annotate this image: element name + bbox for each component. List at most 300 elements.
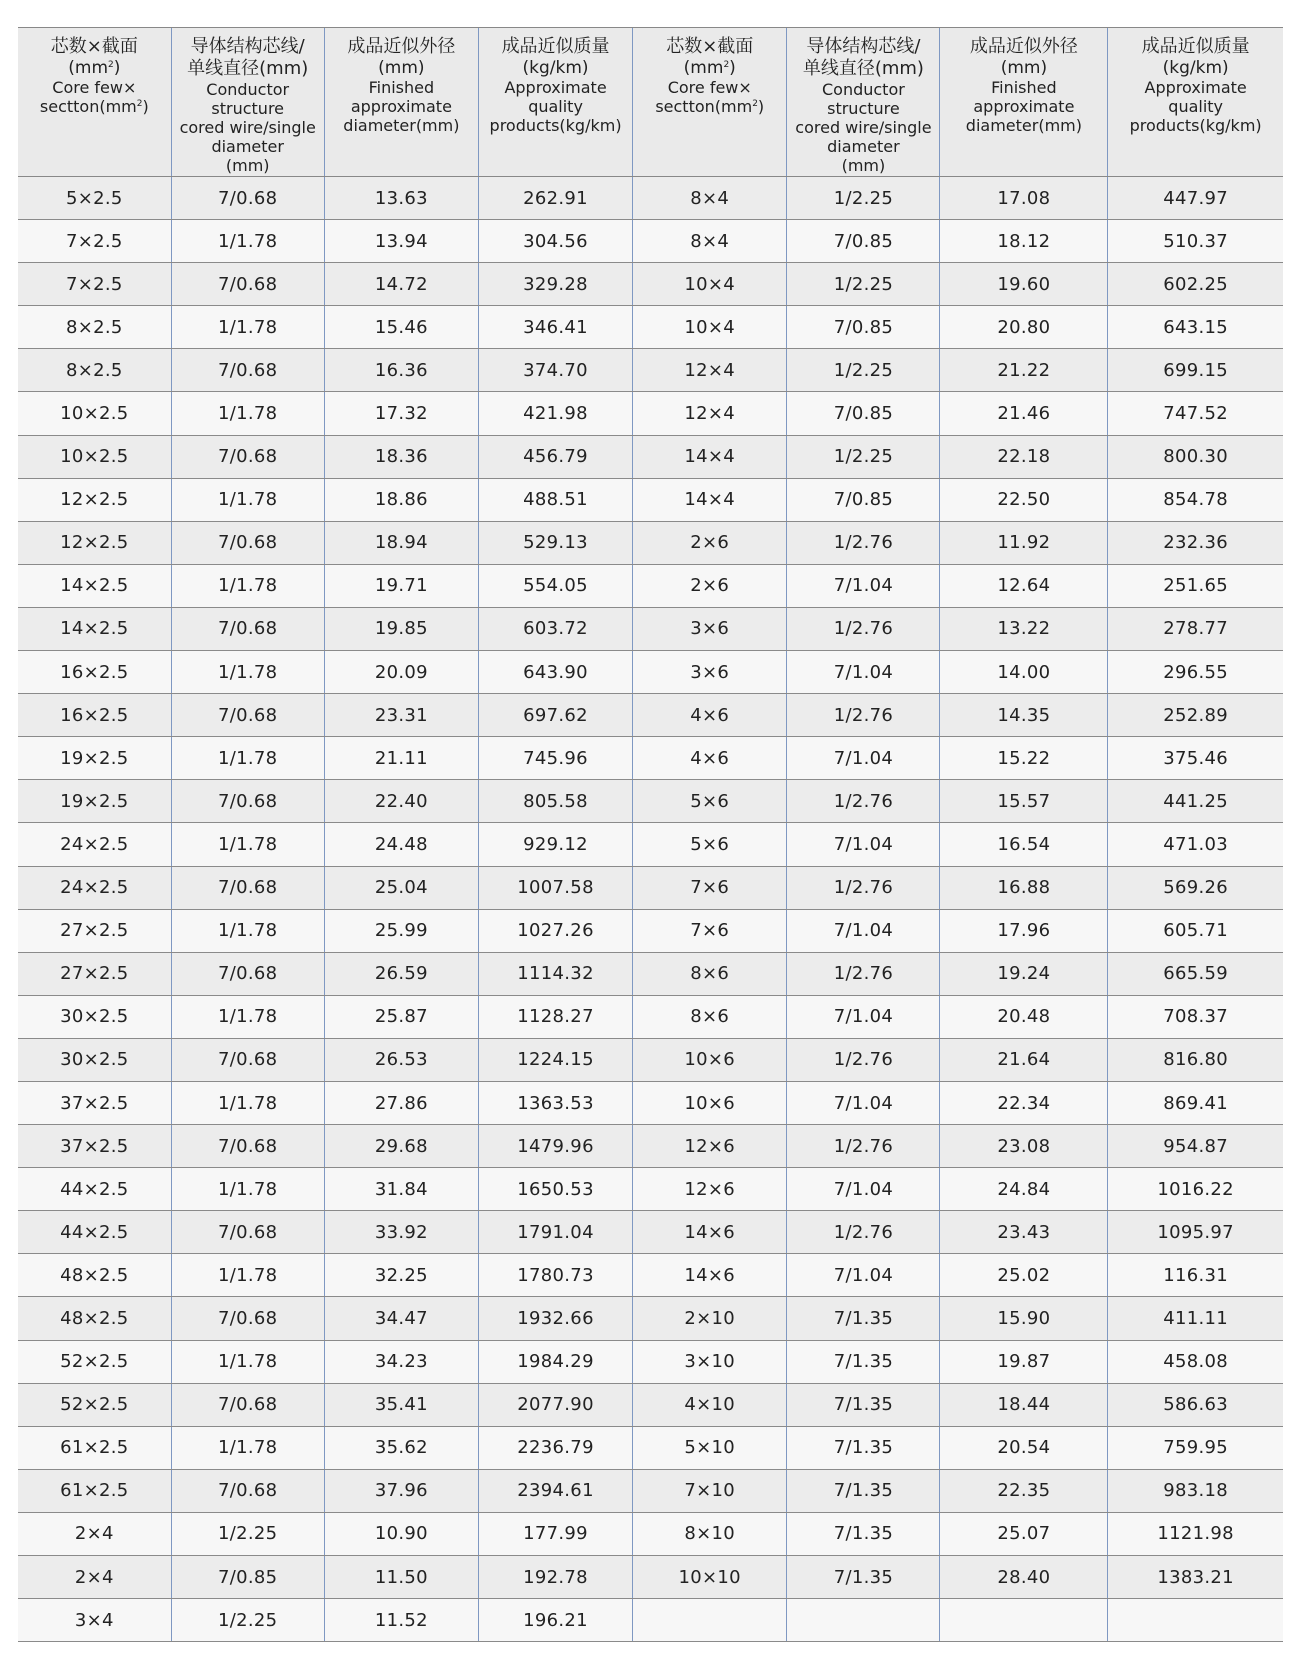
table-cell: 7/1.04 bbox=[787, 909, 940, 952]
table-cell: 1/2.25 bbox=[787, 435, 940, 478]
table-cell: 697.62 bbox=[478, 694, 632, 737]
table-cell: 458.08 bbox=[1108, 1340, 1283, 1383]
table-body bbox=[18, 177, 1283, 1642]
header-en-text: Finished approximate diameter(mm) bbox=[343, 78, 460, 135]
table-cell: 7/0.85 bbox=[787, 392, 940, 435]
table-cell: 8×2.5 bbox=[18, 306, 171, 349]
table-cell: 7/1.04 bbox=[787, 737, 940, 780]
column-header-6 bbox=[787, 28, 940, 177]
table-cell: 25.04 bbox=[324, 866, 478, 909]
table-cell: 869.41 bbox=[1108, 1081, 1283, 1124]
table-cell: 37×2.5 bbox=[18, 1125, 171, 1168]
table-cell: 22.34 bbox=[940, 1081, 1108, 1124]
table-row bbox=[18, 737, 1283, 780]
header-unit-text: (kg/km) bbox=[1162, 58, 1229, 78]
table-cell: 25.99 bbox=[324, 909, 478, 952]
table-cell: 441.25 bbox=[1108, 780, 1283, 823]
table-cell: 7/1.04 bbox=[787, 995, 940, 1038]
table-cell: 471.03 bbox=[1108, 823, 1283, 866]
table-cell: 12×4 bbox=[633, 392, 787, 435]
table-cell: 1/1.78 bbox=[171, 1081, 324, 1124]
table-row bbox=[18, 1599, 1283, 1642]
table-cell: 7/1.35 bbox=[787, 1556, 940, 1599]
table-row bbox=[18, 1383, 1283, 1426]
table-cell: 1/1.78 bbox=[171, 220, 324, 263]
table-cell: 14×6 bbox=[633, 1254, 787, 1297]
table-cell: 759.95 bbox=[1108, 1426, 1283, 1469]
table-cell: 529.13 bbox=[478, 521, 632, 564]
table-cell: 15.46 bbox=[324, 306, 478, 349]
header-row bbox=[18, 28, 1283, 177]
table-cell: 24×2.5 bbox=[18, 866, 171, 909]
table-cell: 5×2.5 bbox=[18, 177, 171, 220]
table-cell: 1/1.78 bbox=[171, 737, 324, 780]
table-cell: 8×4 bbox=[633, 220, 787, 263]
table-cell: 14.72 bbox=[324, 263, 478, 306]
table-cell: 929.12 bbox=[478, 823, 632, 866]
table-cell: 7/0.68 bbox=[171, 1125, 324, 1168]
table-cell: 488.51 bbox=[478, 478, 632, 521]
table-cell: 1027.26 bbox=[478, 909, 632, 952]
table-cell: 1984.29 bbox=[478, 1340, 632, 1383]
table-cell: 20.80 bbox=[940, 306, 1108, 349]
table-cell: 1/1.78 bbox=[171, 1426, 324, 1469]
table-cell: 554.05 bbox=[478, 564, 632, 607]
table-cell: 7/0.85 bbox=[171, 1556, 324, 1599]
table-row bbox=[18, 1125, 1283, 1168]
table-cell: 18.44 bbox=[940, 1383, 1108, 1426]
table-cell: 1/2.76 bbox=[787, 1125, 940, 1168]
table-cell: 7/1.35 bbox=[787, 1297, 940, 1340]
table-cell: 665.59 bbox=[1108, 952, 1283, 995]
table-cell: 954.87 bbox=[1108, 1125, 1283, 1168]
table-cell: 1383.21 bbox=[1108, 1556, 1283, 1599]
table-cell: 14.35 bbox=[940, 694, 1108, 737]
table-cell: 26.59 bbox=[324, 952, 478, 995]
table-cell: 1/2.25 bbox=[787, 177, 940, 220]
table-cell: 12×2.5 bbox=[18, 521, 171, 564]
table-cell: 2×6 bbox=[633, 564, 787, 607]
table-cell: 1479.96 bbox=[478, 1125, 632, 1168]
column-header-5 bbox=[633, 28, 787, 177]
table-cell: 7/0.68 bbox=[171, 521, 324, 564]
table-cell: 8×10 bbox=[633, 1512, 787, 1555]
table-cell bbox=[633, 1599, 787, 1642]
table-row bbox=[18, 1211, 1283, 1254]
cable-spec-sheet bbox=[18, 27, 1283, 1642]
table-cell: 1/2.76 bbox=[787, 952, 940, 995]
table-cell: 7×2.5 bbox=[18, 220, 171, 263]
table-cell: 10×6 bbox=[633, 1038, 787, 1081]
table-cell: 15.22 bbox=[940, 737, 1108, 780]
table-cell: 23.08 bbox=[940, 1125, 1108, 1168]
table-row bbox=[18, 564, 1283, 607]
table-cell: 35.62 bbox=[324, 1426, 478, 1469]
table-cell: 7/0.68 bbox=[171, 177, 324, 220]
table-cell: 14.00 bbox=[940, 651, 1108, 694]
table-cell: 805.58 bbox=[478, 780, 632, 823]
table-row bbox=[18, 306, 1283, 349]
table-cell: 1/2.25 bbox=[787, 349, 940, 392]
table-cell: 24.84 bbox=[940, 1168, 1108, 1211]
table-cell: 18.86 bbox=[324, 478, 478, 521]
table-cell: 854.78 bbox=[1108, 478, 1283, 521]
header-unit-text: (mm) bbox=[1000, 58, 1048, 78]
table-cell: 16.54 bbox=[940, 823, 1108, 866]
header-en-text: Finished approximate diameter(mm) bbox=[965, 78, 1082, 135]
table-cell bbox=[1108, 1599, 1283, 1642]
table-cell: 196.21 bbox=[478, 1599, 632, 1642]
table-cell: 52×2.5 bbox=[18, 1340, 171, 1383]
column-header-8 bbox=[1108, 28, 1283, 177]
header-en-text: Core few× $sectton(mm^2)$ bbox=[39, 78, 149, 116]
table-cell: 34.47 bbox=[324, 1297, 478, 1340]
table-cell: 22.40 bbox=[324, 780, 478, 823]
table-cell: 8×4 bbox=[633, 177, 787, 220]
table-cell: 13.63 bbox=[324, 177, 478, 220]
table-cell: 22.35 bbox=[940, 1469, 1108, 1512]
table-cell: 747.52 bbox=[1108, 392, 1283, 435]
table-cell: 12.64 bbox=[940, 564, 1108, 607]
table-cell: 5×6 bbox=[633, 780, 787, 823]
table-cell: 232.36 bbox=[1108, 521, 1283, 564]
table-cell: 28.40 bbox=[940, 1556, 1108, 1599]
table-cell: 19×2.5 bbox=[18, 737, 171, 780]
table-cell: 1016.22 bbox=[1108, 1168, 1283, 1211]
table-cell: 16.88 bbox=[940, 866, 1108, 909]
table-cell: 7/1.04 bbox=[787, 1168, 940, 1211]
table-cell: 7/0.68 bbox=[171, 435, 324, 478]
table-cell: 48×2.5 bbox=[18, 1254, 171, 1297]
table-cell: 7/0.68 bbox=[171, 263, 324, 306]
table-cell: 4×10 bbox=[633, 1383, 787, 1426]
table-cell: 19.87 bbox=[940, 1340, 1108, 1383]
table-cell: 586.63 bbox=[1108, 1383, 1283, 1426]
table-cell: 34.23 bbox=[324, 1340, 478, 1383]
table-cell: 262.91 bbox=[478, 177, 632, 220]
table-cell: 3×6 bbox=[633, 651, 787, 694]
table-row bbox=[18, 823, 1283, 866]
table-cell: 177.99 bbox=[478, 1512, 632, 1555]
table-cell: 1224.15 bbox=[478, 1038, 632, 1081]
table-cell: 304.56 bbox=[478, 220, 632, 263]
header-en-text: Approximate quality products(kg/km) bbox=[489, 78, 622, 135]
table-row bbox=[18, 1426, 1283, 1469]
table-cell: 61×2.5 bbox=[18, 1469, 171, 1512]
table-cell: 44×2.5 bbox=[18, 1168, 171, 1211]
header-unit-text: (mm) bbox=[378, 58, 425, 78]
table-cell: 7/0.68 bbox=[171, 694, 324, 737]
table-cell: 7/1.04 bbox=[787, 1254, 940, 1297]
table-cell: 2236.79 bbox=[478, 1426, 632, 1469]
table-cell: 375.46 bbox=[1108, 737, 1283, 780]
table-cell: 2×6 bbox=[633, 521, 787, 564]
table-row bbox=[18, 349, 1283, 392]
table-cell: 2×4 bbox=[18, 1512, 171, 1555]
table-cell: 22.18 bbox=[940, 435, 1108, 478]
table-row bbox=[18, 952, 1283, 995]
table-cell: 7/1.35 bbox=[787, 1426, 940, 1469]
table-row bbox=[18, 1556, 1283, 1599]
table-cell: 1650.53 bbox=[478, 1168, 632, 1211]
table-cell: 1/2.76 bbox=[787, 1038, 940, 1081]
table-cell: 605.71 bbox=[1108, 909, 1283, 952]
table-cell: 1007.58 bbox=[478, 866, 632, 909]
table-cell: 569.26 bbox=[1108, 866, 1283, 909]
table-cell: 1/1.78 bbox=[171, 823, 324, 866]
table-cell: 1/2.76 bbox=[787, 866, 940, 909]
table-cell: 5×6 bbox=[633, 823, 787, 866]
table-cell: 18.12 bbox=[940, 220, 1108, 263]
table-cell: 16×2.5 bbox=[18, 651, 171, 694]
table-cell: 10.90 bbox=[324, 1512, 478, 1555]
table-cell: 7/0.68 bbox=[171, 349, 324, 392]
table-row bbox=[18, 1340, 1283, 1383]
table-cell: 1/1.78 bbox=[171, 564, 324, 607]
table-cell: 3×4 bbox=[18, 1599, 171, 1642]
table-cell: 14×2.5 bbox=[18, 564, 171, 607]
table-cell: 1128.27 bbox=[478, 995, 632, 1038]
table-cell: 1/2.76 bbox=[787, 1211, 940, 1254]
table-cell: 1/2.25 bbox=[787, 263, 940, 306]
header-zh-text: 成品近似外径 bbox=[969, 36, 1078, 57]
table-cell: 1095.97 bbox=[1108, 1211, 1283, 1254]
table-cell: 7/1.04 bbox=[787, 1081, 940, 1124]
table-cell: 17.32 bbox=[324, 392, 478, 435]
table-cell: 7/1.35 bbox=[787, 1340, 940, 1383]
table-cell: 20.54 bbox=[940, 1426, 1108, 1469]
header-en-text: Approximate quality products(kg/km) bbox=[1129, 78, 1262, 135]
table-cell: 7/0.68 bbox=[171, 1297, 324, 1340]
table-cell: 37×2.5 bbox=[18, 1081, 171, 1124]
table-cell: 7/0.85 bbox=[787, 220, 940, 263]
table-cell: 7/1.35 bbox=[787, 1469, 940, 1512]
table-cell: 411.11 bbox=[1108, 1297, 1283, 1340]
table-cell: 346.41 bbox=[478, 306, 632, 349]
header-unit-text: (kg/km) bbox=[522, 58, 589, 78]
table-cell: 4×6 bbox=[633, 694, 787, 737]
table-cell: 1/2.25 bbox=[171, 1512, 324, 1555]
table-cell: 24×2.5 bbox=[18, 823, 171, 866]
table-cell: 30×2.5 bbox=[18, 995, 171, 1038]
table-cell: 1/1.78 bbox=[171, 1254, 324, 1297]
table-row bbox=[18, 177, 1283, 220]
table-row bbox=[18, 1081, 1283, 1124]
table-cell: 296.55 bbox=[1108, 651, 1283, 694]
table-cell: 18.94 bbox=[324, 521, 478, 564]
table-row bbox=[18, 263, 1283, 306]
table-cell: 33.92 bbox=[324, 1211, 478, 1254]
table-cell: 20.09 bbox=[324, 651, 478, 694]
table-cell: 643.15 bbox=[1108, 306, 1283, 349]
table-cell: 27×2.5 bbox=[18, 909, 171, 952]
table-row bbox=[18, 780, 1283, 823]
table-row bbox=[18, 651, 1283, 694]
column-header-7 bbox=[940, 28, 1108, 177]
table-cell: 25.87 bbox=[324, 995, 478, 1038]
table-cell: 816.80 bbox=[1108, 1038, 1283, 1081]
table-cell: 11.52 bbox=[324, 1599, 478, 1642]
table-cell: 25.07 bbox=[940, 1512, 1108, 1555]
table-cell: 1/1.78 bbox=[171, 909, 324, 952]
table-cell: 329.28 bbox=[478, 263, 632, 306]
table-cell: 12×2.5 bbox=[18, 478, 171, 521]
header-zh-text: 芯数×截面 bbox=[666, 36, 754, 57]
table-cell: 32.25 bbox=[324, 1254, 478, 1297]
header-zh-text: 导体结构芯线/ 单线直径(mm) bbox=[187, 36, 309, 79]
table-cell: 7/0.68 bbox=[171, 780, 324, 823]
table-cell: 13.22 bbox=[940, 607, 1108, 650]
header-unit-text: $(mm^2)$ bbox=[68, 58, 121, 78]
table-row bbox=[18, 392, 1283, 435]
table-cell: 13.94 bbox=[324, 220, 478, 263]
table-cell: 1/2.76 bbox=[787, 607, 940, 650]
table-cell: 7/0.68 bbox=[171, 1038, 324, 1081]
table-row bbox=[18, 1512, 1283, 1555]
table-cell: 23.43 bbox=[940, 1211, 1108, 1254]
table-cell: 603.72 bbox=[478, 607, 632, 650]
table-cell: 14×4 bbox=[633, 478, 787, 521]
header-zh-text: 成品近似质量 bbox=[1141, 36, 1250, 57]
header-zh-text: 成品近似质量 bbox=[501, 36, 610, 57]
table-cell: 19×2.5 bbox=[18, 780, 171, 823]
table-cell: 983.18 bbox=[1108, 1469, 1283, 1512]
table-cell: 19.60 bbox=[940, 263, 1108, 306]
table-cell: 447.97 bbox=[1108, 177, 1283, 220]
table-cell: 7×6 bbox=[633, 909, 787, 952]
table-cell: 1/1.78 bbox=[171, 995, 324, 1038]
table-cell: 10×4 bbox=[633, 306, 787, 349]
table-cell: 745.96 bbox=[478, 737, 632, 780]
table-cell: 14×6 bbox=[633, 1211, 787, 1254]
table-cell: 1/2.25 bbox=[171, 1599, 324, 1642]
table-cell: 24.48 bbox=[324, 823, 478, 866]
table-cell: 421.98 bbox=[478, 392, 632, 435]
table-cell: 19.24 bbox=[940, 952, 1108, 995]
header-unit-text: $(mm^2)$ bbox=[683, 58, 736, 78]
table-cell: 21.64 bbox=[940, 1038, 1108, 1081]
table-cell: 251.65 bbox=[1108, 564, 1283, 607]
table-cell: 17.96 bbox=[940, 909, 1108, 952]
table-cell: 3×6 bbox=[633, 607, 787, 650]
table-cell: 17.08 bbox=[940, 177, 1108, 220]
table-cell: 7/0.68 bbox=[171, 866, 324, 909]
table-cell: 1791.04 bbox=[478, 1211, 632, 1254]
table-cell: 20.48 bbox=[940, 995, 1108, 1038]
table-cell: 2×4 bbox=[18, 1556, 171, 1599]
table-cell: 1/1.78 bbox=[171, 478, 324, 521]
table-cell: 10×2.5 bbox=[18, 392, 171, 435]
table-cell: 1/1.78 bbox=[171, 392, 324, 435]
column-header-1 bbox=[18, 28, 171, 177]
table-cell: 29.68 bbox=[324, 1125, 478, 1168]
table-cell: 8×6 bbox=[633, 995, 787, 1038]
table-cell: 602.25 bbox=[1108, 263, 1283, 306]
table-cell: 7/0.68 bbox=[171, 1469, 324, 1512]
table-cell bbox=[940, 1599, 1108, 1642]
table-cell: 11.92 bbox=[940, 521, 1108, 564]
header-zh-text: 芯数×截面 bbox=[50, 36, 138, 57]
table-cell: 699.15 bbox=[1108, 349, 1283, 392]
table-cell: 7/0.68 bbox=[171, 1211, 324, 1254]
table-cell: 14×2.5 bbox=[18, 607, 171, 650]
column-header-3 bbox=[324, 28, 478, 177]
table-cell: 48×2.5 bbox=[18, 1297, 171, 1340]
table-cell: 8×6 bbox=[633, 952, 787, 995]
table-row bbox=[18, 1038, 1283, 1081]
table-cell: 52×2.5 bbox=[18, 1383, 171, 1426]
table-cell: 2394.61 bbox=[478, 1469, 632, 1512]
header-zh-text: 导体结构芯线/ 单线直径(mm) bbox=[802, 36, 924, 79]
table-cell: 1/1.78 bbox=[171, 306, 324, 349]
table-cell: 643.90 bbox=[478, 651, 632, 694]
table-cell: 800.30 bbox=[1108, 435, 1283, 478]
table-cell: 27.86 bbox=[324, 1081, 478, 1124]
table-cell: 7×10 bbox=[633, 1469, 787, 1512]
table-cell: 7/1.04 bbox=[787, 564, 940, 607]
table-cell: 61×2.5 bbox=[18, 1426, 171, 1469]
header-en-text: Conductor structure cored wire/single diameter (mm) bbox=[179, 80, 316, 175]
table-cell: 26.53 bbox=[324, 1038, 478, 1081]
table-cell: 510.37 bbox=[1108, 220, 1283, 263]
table-cell: 10×4 bbox=[633, 263, 787, 306]
table-cell: 1780.73 bbox=[478, 1254, 632, 1297]
table-cell bbox=[787, 1599, 940, 1642]
table-cell: 11.50 bbox=[324, 1556, 478, 1599]
table-cell: 116.31 bbox=[1108, 1254, 1283, 1297]
table-cell: 25.02 bbox=[940, 1254, 1108, 1297]
table-cell: 12×6 bbox=[633, 1125, 787, 1168]
header-en-text: Conductor structure cored wire/single diameter (mm) bbox=[795, 80, 932, 175]
table-cell: 27×2.5 bbox=[18, 952, 171, 995]
header-en-text: Core few× $sectton(mm^2)$ bbox=[655, 78, 765, 116]
table-cell: 7/1.35 bbox=[787, 1383, 940, 1426]
table-cell: 15.57 bbox=[940, 780, 1108, 823]
table-row bbox=[18, 607, 1283, 650]
table-cell: 1/1.78 bbox=[171, 1168, 324, 1211]
column-header-2 bbox=[171, 28, 324, 177]
table-cell: 15.90 bbox=[940, 1297, 1108, 1340]
table-cell: 7/1.04 bbox=[787, 651, 940, 694]
table-cell: 19.71 bbox=[324, 564, 478, 607]
table-cell: 12×4 bbox=[633, 349, 787, 392]
table-cell: 7/0.68 bbox=[171, 607, 324, 650]
table-cell: 14×4 bbox=[633, 435, 787, 478]
table-cell: 1/1.78 bbox=[171, 651, 324, 694]
table-cell: 7/0.85 bbox=[787, 478, 940, 521]
table-cell: 21.11 bbox=[324, 737, 478, 780]
table-cell: 3×10 bbox=[633, 1340, 787, 1383]
table-cell: 1363.53 bbox=[478, 1081, 632, 1124]
column-header-4 bbox=[478, 28, 632, 177]
table-cell: 2077.90 bbox=[478, 1383, 632, 1426]
table-row bbox=[18, 220, 1283, 263]
table-cell: 16×2.5 bbox=[18, 694, 171, 737]
table-cell: 2×10 bbox=[633, 1297, 787, 1340]
table-cell: 192.78 bbox=[478, 1556, 632, 1599]
table-cell: 1114.32 bbox=[478, 952, 632, 995]
table-row bbox=[18, 1168, 1283, 1211]
table-cell: 23.31 bbox=[324, 694, 478, 737]
table-row bbox=[18, 694, 1283, 737]
cable-spec-table bbox=[18, 27, 1283, 1642]
header-zh-text: 成品近似外径 bbox=[347, 36, 456, 57]
table-cell: 7/1.35 bbox=[787, 1512, 940, 1555]
table-cell: 16.36 bbox=[324, 349, 478, 392]
table-cell: 1/2.76 bbox=[787, 694, 940, 737]
table-row bbox=[18, 866, 1283, 909]
table-cell: 35.41 bbox=[324, 1383, 478, 1426]
